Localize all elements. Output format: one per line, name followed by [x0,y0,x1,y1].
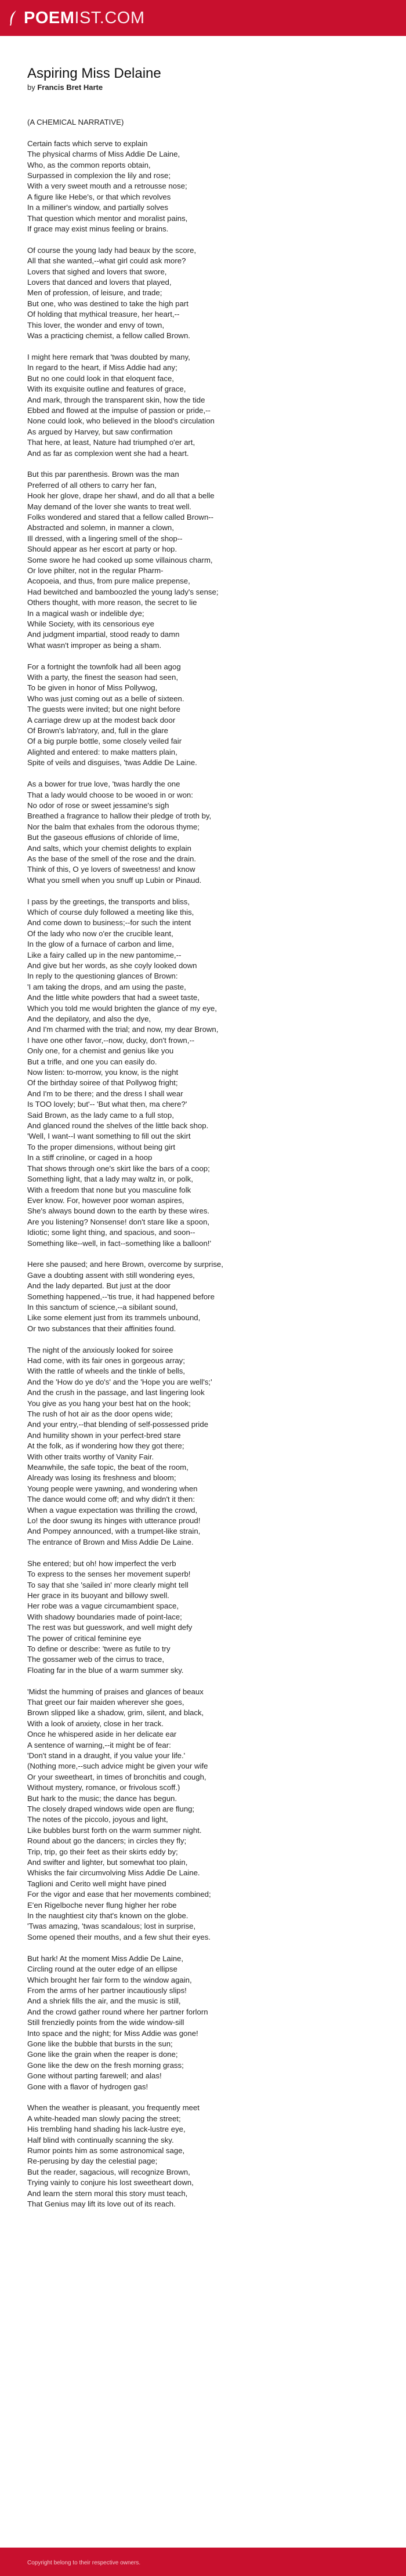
poem-line: The physical charms of Miss Addie De Laine, [27,150,180,159]
poem-line: That question which mentor and moralist pains, [27,213,188,223]
poem-line: That greet our fair maiden wherever she goes, [27,1697,184,1707]
poem-line: Only one, for a chemist and genius like you [27,1046,174,1056]
poem-line: In a stiff crinoline, or caged in a hoop [27,1153,153,1162]
poem-line: Meanwhile, the safe topic, the beat of the room, [27,1463,188,1472]
poem-line: Or two substances that their affinities found. [27,1324,176,1333]
poem-line: The guests were invited; but one night before [27,705,180,714]
poem-line: The rush of hot air as the door opens wide; [27,1410,173,1419]
poem-line: I might here remark that 'twas doubted by many, [27,352,190,361]
poem-line: But the gaseous effusions of chloride of lime, [27,833,180,842]
poem-line: Gone with a flavor of hydrogen gas! [27,2082,148,2091]
poem-line: Without mystery, romance, or frivolous scoff.) [27,1783,180,1792]
poem-line: I pass by the greetings, the transports and bliss, [27,897,190,906]
poem-stanza [27,117,379,128]
poem-line: Nor the balm that exhales from the odorous thyme; [27,822,200,831]
poem-line: Her grace in its buoyant and billowy swell. [27,1590,169,1600]
poem-stanza [27,1559,379,1676]
poem-line: Here she paused; and here Brown, overcome by surprise, [27,1260,223,1269]
poem-line: Is TOO lovely; but'-- 'But what then, ma chere?' [27,1100,187,1109]
poem-line: And the lady departed. But just at the door [27,1281,171,1291]
poem-line: E'en Rigelboche never flung higher her robe [27,1900,177,1910]
poem-line: To the proper dimensions, without being girt [27,1142,176,1151]
poem-line: The power of critical feminine eye [27,1633,142,1643]
poem-line: As a bower for true love, 'twas hardly the one [27,780,180,789]
poem-stanza [27,1687,379,1943]
poem-line: What wasn't improper as being a sham. [27,640,162,650]
poem-line: But hark! At the moment Miss Addie De Laine, [27,1954,184,1963]
poem-line: The dance would come off; and why didn't it then: [27,1495,195,1504]
poem-line: To express to the senses her movement superb! [27,1570,191,1579]
poem-line: She entered; but oh! how imperfect the verb [27,1559,176,1568]
poem-line: Like a fairy called up in the new pantomime,-- [27,950,182,959]
poem-line: But the reader, sagacious, will recognize Brown, [27,2167,190,2176]
poem-line: At the folk, as if wondering how they got there; [27,1441,184,1451]
poem-line: Re-perusing by day the celestial page; [27,2157,158,2166]
poem-line: Ill dressed, with a lingering smell of the shop-- [27,534,183,543]
poem-line: Idiotic; some light thing, and spacious, and soon-- [27,1228,195,1237]
poem-line: For the vigor and ease that her movements combined; [27,1890,211,1899]
poem-line: That here, at least, Nature had triumphed o'er art, [27,438,195,447]
poem-line: And as far as complexion went she had a heart. [27,448,189,458]
poem-line: And salts, which your chemist delights to explain [27,843,191,853]
site-footer [0,2548,406,2576]
poem-line: Certain facts which serve to explain [27,139,148,148]
poem-line: And your entry,--that blending of self-possessed pride [27,1420,209,1429]
poem-line: Others thought, with more reason, the secret to lie [27,598,197,607]
poem-line: With the rattle of wheels and the tinkle of bells, [27,1367,185,1376]
poem-stanza [27,897,379,1249]
poem-line: Something happened,--'tis true, it had happened before [27,1292,215,1301]
poem-line: Was a practicing chemist, a fellow called Brown. [27,331,190,340]
poem-stanza [27,1345,379,1548]
poem-line: Men of profession, of leisure, and trade; [27,288,162,298]
poem-stanza [27,139,379,235]
poem-line: The closely draped windows wide open are flung; [27,1805,195,1814]
poem-line: And humility shown in your perfect-bred stare [27,1430,181,1440]
poem-line: Like bubbles burst forth on the warm summer night. [27,1825,202,1835]
poem-line: Who, as the common reports obtain, [27,160,151,169]
poem-line: Abstracted and solemn, in manner a clown, [27,523,174,532]
poem-stanza [27,1259,379,1334]
poem-line: With a very sweet mouth and a retrousse nose; [27,182,187,191]
poem-line: His trembling hand shading his lack-lustre eye, [27,2125,186,2134]
site-header [0,0,406,36]
poem-line: Are you listening? Nonsense! don't stare like a spoon, [27,1217,210,1226]
poem-line: And the crowd gather round where her partner forlorn [27,2007,208,2016]
poem-stanza [27,1954,379,2092]
poem-line: She's always bound down to the earth by these wires. [27,1207,210,1216]
poem-line: Half blind with continually scanning the sky. [27,2135,174,2144]
poem-stanza [27,245,379,342]
poem-line: Surpassed in complexion the lily and rose; [27,171,171,180]
poem-line: No odor of rose or sweet jessamine's sigh [27,800,169,810]
poem-line: And glanced round the shelves of the little back shop. [27,1121,209,1131]
poem-line: But this par parenthesis. Brown was the man [27,470,179,479]
poem-line: All that she wanted,--what girl could ask more? [27,256,186,266]
poem-line: And I'm charmed with the trial; and now, my dear Brown, [27,1025,219,1034]
poem-line: 'Well, I want--I want something to fill out the skirt [27,1132,191,1141]
poem-author[interactable]: Francis Bret Harte [37,83,103,92]
poem-line: For a fortnight the townfolk had all been agog [27,662,181,671]
poem-line: Folks wondered and stared that a fellow called Brown-- [27,512,214,521]
poem-stanza [27,469,379,651]
poem-line: But one, who was destined to take the high part [27,299,188,308]
poem-line: Had come, with its fair ones in gorgeous array; [27,1356,185,1365]
poem-line: The notes of the piccolo, joyous and light, [27,1815,168,1824]
poem-line: When the weather is pleasant, you frequently meet [27,2103,200,2113]
poem-line: Or your sweetheart, in times of bronchitis and cough, [27,1772,206,1781]
poem-line: (Nothing more,--such advice might be given your wife [27,1762,208,1771]
poem-line: Ebbed and flowed at the impulse of passion or pride,-- [27,405,211,415]
poem-line: A white-headed man slowly pacing the street; [27,2114,181,2123]
poem-line: The night of the anxiously looked for soiree [27,1345,173,1354]
poem-stanza [27,779,379,886]
poem-line: The gossamer web of the cirrus to trace, [27,1655,165,1664]
poem-line: Hook her glove, drape her shawl, and do all that a belle [27,491,215,501]
poem-line: Now listen: to-morrow, you know, is the night [27,1068,179,1077]
poem-line: With a freedom that none but you masculine folk [27,1185,191,1194]
site-logo[interactable] [8,0,145,36]
poem-line: Into space and the night; for Miss Addie was gone! [27,2028,198,2038]
poem-line: Taglioni and Cerito well might have pined [27,1879,166,1888]
poem-line: A sentence of warning,--it might be of fear: [27,1740,171,1749]
poem-line: May demand of the lover she wants to treat well. [27,502,191,511]
poem-line: Of a big purple bottle, some closely veiled fair [27,737,182,746]
poem-line: As the base of the smell of the rose and the drain. [27,854,197,863]
poem-line: Floating far in the blue of a warm summer sky. [27,1665,184,1675]
poem-line: 'Don't stand in a draught, if you value your life.' [27,1751,186,1760]
poem-title: Aspiring Miss Delaine [27,66,161,81]
poem-line: And the crush in the passage, and last lingering look [27,1388,205,1397]
poem-line: To say that she 'sailed in' more clearly might tell [27,1580,188,1589]
poem-line: And the 'How do ye do's' and the 'Hope you are well's;' [27,1377,212,1386]
poem-line: And judgment impartial, stood ready to damn [27,630,180,639]
poem-line: Her robe was a vague circumambient space, [27,1602,179,1611]
poem-line: Of course the young lady had beaux by the score, [27,245,197,255]
poem-line: Once he whispered aside in her delicate ear [27,1730,177,1739]
poem-line: A figure like Hebe's, or that which revolves [27,192,171,201]
poem-line: While Society, with its censorious eye [27,619,154,629]
wordmark-bold: POEM [24,8,75,27]
poem-line: 'I am taking the drops, and am using the paste, [27,982,186,991]
poem-line: Trip, trip, go their feet as their skirts eddy by; [27,1847,178,1856]
poem-line: Gave a doubting assent with still wondering eyes, [27,1270,195,1280]
poem-line: From the arms of her partner incautiously slips! [27,1986,187,1995]
poem-stanza [27,2103,379,2209]
poem-line: Of the birthday soiree of that Pollywog fright; [27,1078,178,1088]
poem-line: With shadowy boundaries made of point-lace; [27,1612,182,1621]
poem-line: Of holding that mythical treasure, her heart,-- [27,310,180,319]
poem-line: Or love philter, not in the regular Pharm- [27,566,164,575]
poem-line: I have one other favor,--now, ducky, don't frown,-- [27,1035,195,1045]
poem-line: Had bewitched and bamboozled the young lady's sense; [27,587,219,596]
poem-line: Like some element just from its trammels unbound, [27,1313,201,1323]
poem-line: With other traits worthy of Vanity Fair. [27,1452,154,1461]
poem-line: Ever know. For, however poor woman aspires, [27,1195,184,1205]
poem-line: 'Twas amazing, 'twas scandalous; lost in surprise, [27,1922,196,1931]
poem-line: And Pompey announced, with a trumpet-like strain, [27,1527,201,1536]
poem-line: Round about go the dancers; in circles they fly; [27,1836,187,1846]
poem-line: And I'm to be there; and the dress I shall wear [27,1089,183,1098]
poem-line: What you smell when you snuff up Lubin or Pinaud. [27,875,202,885]
poem-line: And come down to business;--for such the intent [27,918,191,927]
poem-line: (A CHEMICAL NARRATIVE) [27,118,124,126]
poem-line: Gone like the dew on the fresh morning grass; [27,2060,184,2070]
poem-line: And a shriek fills the air, and the music is still, [27,1997,181,2006]
poem-line: Preferred of all others to carry her fan, [27,480,157,490]
poem-line: Something light, that a lady may waltz in, or polk, [27,1175,193,1184]
poem-line: And the little white powders that had a sweet taste, [27,993,200,1002]
poem-line: Young people were yawning, and wondering when [27,1484,198,1493]
poem-line: But no one could look in that eloquent face, [27,374,174,383]
poem-line: The rest was but guesswork, and well might defy [27,1623,193,1632]
poem-line: Already was losing its freshness and bloom; [27,1473,176,1483]
poem-line: Still frenziedly points from the wide window-sill [27,2018,184,2027]
poem-line: Trying vainly to conjure his lost sweetheart down, [27,2178,194,2187]
poem-line: This lover, the wonder and envy of town, [27,320,165,329]
poem-line: That Genius may lift its love out of its reach. [27,2200,176,2209]
site-wordmark [24,10,145,27]
poem-line: As argued by Harvey, but saw confirmation [27,427,173,436]
copyright-notice: Copyright belong to their respective owners. [27,2560,141,2566]
poem-line: To be given in honor of Miss Pollywog, [27,683,158,693]
poem-line: But hark to the music; the dance has begun. [27,1794,177,1803]
poem-line: The entrance of Brown and Miss Addie De Laine. [27,1537,194,1546]
poem-line: 'Midst the humming of praises and glances of beaux [27,1687,204,1696]
poem-line: Which brought her fair form to the window again, [27,1975,192,1984]
poem-line: With a party, the finest the season had seen, [27,673,178,682]
poem-stanza [27,662,379,769]
poem-line: Of Brown's lab'ratory, and, full in the glare [27,726,169,736]
poem-line: Said Brown, as the lady came to a full stop, [27,1110,174,1119]
poem-line: That shows through one's skirt like the bars of a coop; [27,1164,210,1173]
poem-content [27,66,379,2220]
poem-line: When a vague expectation was thrilling the crowd, [27,1505,198,1515]
poem-line: Which of course duly followed a meeting like this, [27,907,194,916]
poem-line: With a look of anxiety, close in her track. [27,1719,164,1728]
poem-line: Alighted and entered: to make matters plain, [27,747,177,756]
poem-line: Something like--well, in fact--something like a balloon!' [27,1238,211,1248]
poem-line: Circling round at the outer edge of an ellipse [27,1965,177,1974]
poem-line: Whisks the fair circumvolving Miss Addie De Laine. [27,1868,200,1878]
poem-line: Who was just coming out as a belle of sixteen. [27,694,184,703]
poem-line: None could look, who believed in the blood's circulation [27,416,215,426]
poem-line: Gone without parting farewell; and alas! [27,2071,162,2081]
poem-line: Rumor points him as some astronomical sage, [27,2146,185,2155]
poem-line: Think of this, O ye lovers of sweetness! and know [27,865,195,874]
poem-line: And mark, through the transparent skin, how the tide [27,395,205,404]
poem-line: In this sanctum of science,--a sibilant sound, [27,1302,178,1311]
byline-prefix: by [27,83,35,92]
poem-byline [27,83,379,92]
poem-line: Acopoeia, and thus, from pure malice prepense, [27,577,190,586]
wordmark-thin: IST.COM [74,8,145,27]
poem-line: Spite of veils and disguises, 'twas Addie De Laine. [27,758,197,767]
poem-line: Breathed a fragrance to hallow their pledge of troth by, [27,811,212,821]
poem-line: Of the lady who now o'er the crucible leant, [27,929,173,938]
poem-line: Lovers that sighed and lovers that swore, [27,267,167,276]
poem-line: In the glow of a furnace of carbon and lime, [27,940,174,949]
quill-pen-icon [8,10,19,26]
poem-line: That a lady would choose to be wooed in or won: [27,790,193,799]
poem-line: To define or describe: 'twere as futile to try [27,1644,171,1653]
poem-line: Should appear as her escort at party or hop. [27,545,177,554]
poem-body [27,117,379,2209]
poem-line: In a milliner's window, and partially solves [27,203,168,212]
poem-line: And swifter and lighter, but somewhat too plain, [27,1858,188,1867]
poem-line: And learn the stern moral this story must teach, [27,2189,188,2198]
poem-line: Brown slipped like a shadow, grim, silent, and black, [27,1708,204,1718]
poem-line: If grace may exist minus feeling or brains. [27,224,169,234]
poem-line: And give but her words, as she coyly looked down [27,961,197,970]
poem-line: In reply to the questioning glances of Brown: [27,972,178,981]
poem-line: Gone like the bubble that bursts in the sun; [27,2039,173,2048]
poem-line: Gone like the grain when the reaper is done; [27,2050,178,2059]
poem-line: In regard to the heart, if Miss Addie had any; [27,363,177,372]
poem-line: In the naughtiest city that's known on the globe. [27,1911,188,1921]
poem-line: Some opened their mouths, and a few shut their eyes. [27,1932,211,1941]
poem-line: With its exquisite outline and features of grace, [27,385,186,394]
poem-line: You give as you hang your best hat on the hook; [27,1398,191,1408]
poem-line: Some swore he had cooked up some villainous charm, [27,555,213,564]
poem-line: A carriage drew up at the modest back door [27,715,176,724]
poem-line: Lo! the door swung its hinges with utterance proud! [27,1516,201,1526]
poem-line: And the depilatory, and also the dye, [27,1015,151,1024]
poem-line: Which you told me would brighten the glance of my eye, [27,1003,217,1013]
poem-line: In a magical wash or indelible dye; [27,608,144,618]
poem-line: But a trifle, and one you can easily do. [27,1057,157,1066]
poem-line: Lovers that danced and lovers that played, [27,278,172,287]
poem-stanza [27,352,379,459]
